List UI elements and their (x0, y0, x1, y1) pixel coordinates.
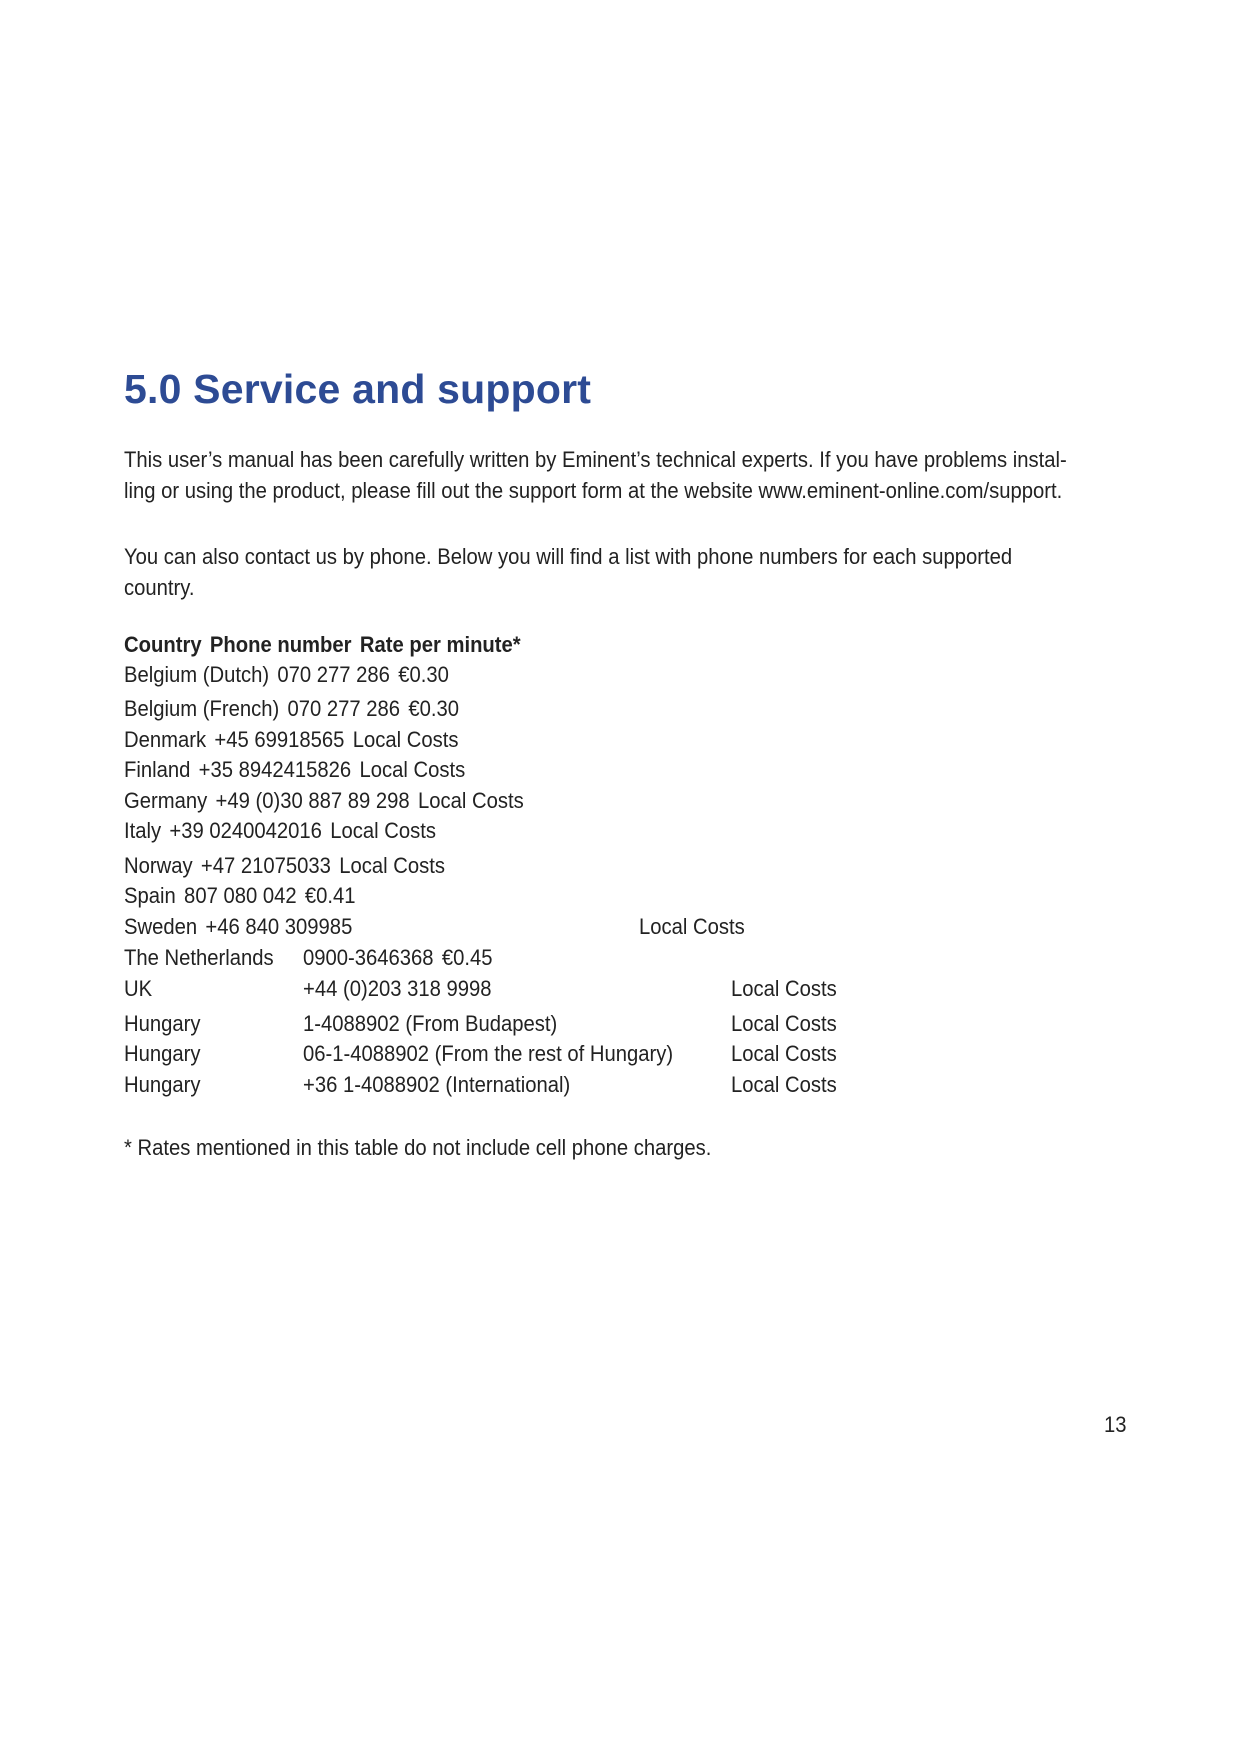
row-rate: €0.45 (441, 945, 493, 970)
phone-line-2: country. (124, 575, 195, 600)
table-row (124, 756, 465, 784)
row-phone: 070 277 286 (287, 696, 401, 721)
table-row (124, 661, 449, 689)
row-country: Belgium (French) (124, 696, 280, 721)
row-rate: €0.41 (304, 883, 356, 908)
intro-line-1: This user’s manual has been carefully written by Eminent’s technical experts. If you have problems instal- (124, 447, 1067, 472)
row-country: Germany (124, 788, 208, 813)
row-country: Belgium (Dutch) (124, 662, 270, 687)
row-phone: 0900-3646368 (303, 945, 434, 970)
intro-line-2: ling or using the product, please fill out the support form at the website www.eminent-online.com/support. (124, 478, 1063, 503)
row-country: Finland (124, 757, 191, 782)
table-row (303, 944, 493, 972)
table-header (124, 631, 521, 659)
row-phone: +36 1-4088902 (International) (303, 1072, 571, 1097)
row-country: The Netherlands (124, 945, 274, 970)
row-rate: Local Costs (731, 1041, 837, 1066)
row-country: Spain (124, 883, 176, 908)
row-phone: +39 0240042016 (169, 818, 322, 843)
section-title: 5.0 Service and support (124, 366, 592, 412)
row-rate: Local Costs (639, 914, 745, 939)
table-row (124, 817, 436, 845)
table-row (124, 726, 458, 754)
row-rate: Local Costs (339, 853, 445, 878)
row-rate: Local Costs (352, 727, 459, 752)
table-row (124, 852, 445, 880)
phone-paragraph (124, 541, 1099, 603)
page-number: 13 (1104, 1412, 1127, 1437)
row-phone: +46 840 309985 (205, 914, 353, 939)
row-phone: +45 69918565 (214, 727, 345, 752)
row-rate: Local Costs (731, 1011, 837, 1036)
table-row (124, 695, 459, 723)
row-country: Denmark (124, 727, 207, 752)
row-country: Hungary (124, 1041, 201, 1066)
row-rate: Local Costs (359, 757, 466, 782)
header-phone: Phone number (209, 632, 352, 657)
intro-paragraph (124, 444, 1099, 506)
row-phone: +47 21075033 (200, 853, 331, 878)
row-country: UK (124, 976, 153, 1001)
row-phone: +44 (0)203 318 9998 (303, 976, 492, 1001)
row-rate: Local Costs (731, 1072, 837, 1097)
row-country: Norway (124, 853, 193, 878)
row-country: Hungary (124, 1072, 201, 1097)
row-phone: 1-4088902 (From Budapest) (303, 1011, 558, 1036)
table-row (124, 787, 524, 815)
row-phone: 807 080 042 (184, 883, 297, 908)
row-phone: 06-1-4088902 (From the rest of Hungary) (303, 1041, 674, 1066)
row-rate: Local Costs (330, 818, 436, 843)
row-rate: €0.30 (408, 696, 459, 721)
row-phone: +35 8942415826 (198, 757, 352, 782)
header-country: Country (124, 632, 202, 657)
row-rate: Local Costs (731, 976, 837, 1001)
table-row (124, 913, 352, 941)
table-row (124, 882, 356, 910)
header-rate: Rate per minute* (359, 632, 521, 657)
row-country: Hungary (124, 1011, 201, 1036)
row-phone: 070 277 286 (277, 662, 390, 687)
row-country: Italy (124, 818, 162, 843)
row-country: Sweden (124, 914, 198, 939)
footnote: * Rates mentioned in this table do not include cell phone charges. (124, 1135, 712, 1160)
row-phone: +49 (0)30 887 89 298 (215, 788, 410, 813)
row-rate: €0.30 (398, 662, 449, 687)
phone-line-1: You can also contact us by phone. Below you will find a list with phone numbers for each supported (124, 544, 1013, 569)
row-rate: Local Costs (417, 788, 524, 813)
